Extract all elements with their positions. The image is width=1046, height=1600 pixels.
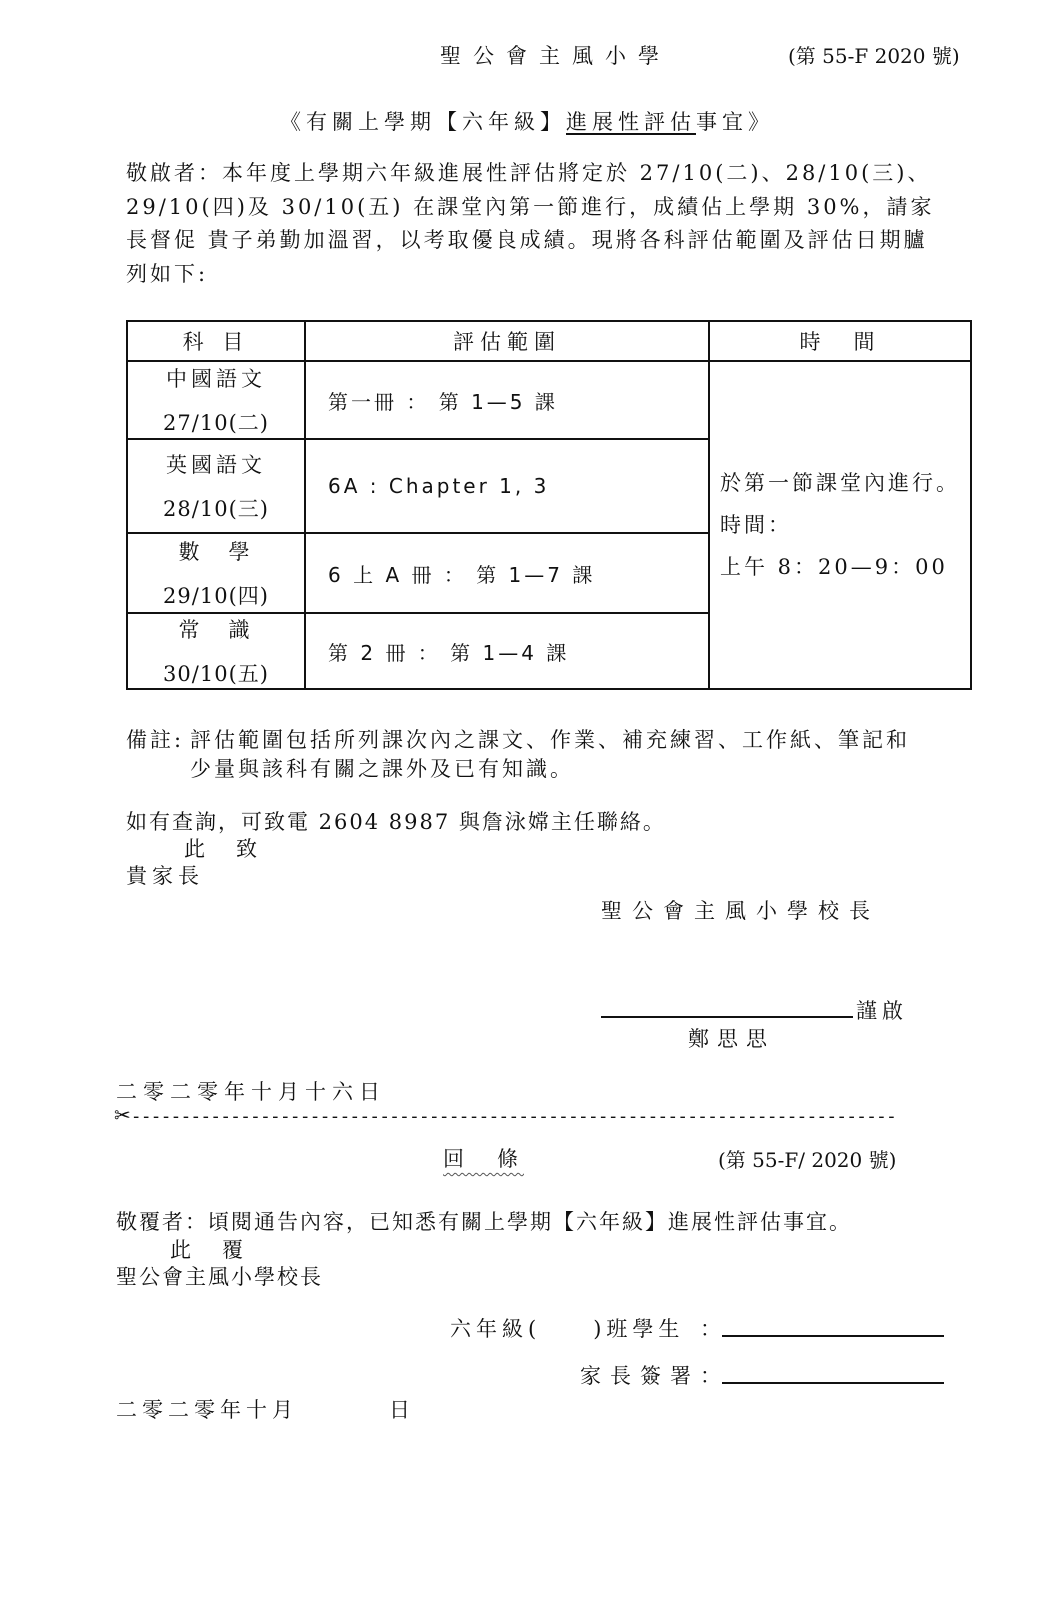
parent-colon: ： [700,1364,726,1388]
subject-name: 常 識 [178,618,254,642]
student-label-a: 六年級( [450,1317,542,1341]
parent-signature-field[interactable] [722,1382,944,1384]
subject-date: 30/10(五) [163,662,269,686]
header-range: 評估範圍 [305,321,709,361]
cut-dashes: ----------------------------------------------------------------------------- [130,1106,896,1127]
signature-line [601,1016,853,1018]
notice-reference-number: (第 55-F 2020 號) [788,44,960,68]
reply-date-day: 日 [389,1398,415,1422]
student-name-field[interactable] [722,1335,944,1337]
parent-signature-label: 家長簽署 [580,1364,700,1388]
title-suffix: 事宜》 [696,110,774,134]
subject-date: 28/10(三) [163,497,269,521]
notice-date: 二零二零年十月十六日 [116,1080,386,1104]
inquiry-text: 如有查詢，可致電 2604 8987 與詹泳嫦主任聯絡。 [126,810,666,834]
subject-date: 29/10(四) [163,584,269,608]
range-cell: 6A : Chapter 1, 3 [305,439,709,533]
remarks-line-1: 評估範圍包括所列課次內之課文、作業、補充練習、工作紙、筆記和 [190,728,910,752]
subject-cell [127,439,305,533]
ci-fu: 此 覆 [170,1238,248,1262]
remarks-label: 備註: [126,728,185,752]
reply-addressee: 聖公會主風小學校長 [116,1265,323,1289]
range-cell: 第 2 冊 ： 第 1—4 課 [305,613,709,689]
cut-line [114,1103,896,1127]
reply-title [443,1143,524,1173]
time-note-line: 上午 8：20—9：00 [720,555,948,579]
assessment-schedule-table [126,320,972,690]
notice-title [280,106,774,136]
header-time: 時 間 [709,321,971,361]
range-cell: 6 上 A 冊 ： 第 1—7 課 [305,533,709,613]
time-note-line: 於第一節課堂內進行。 [720,471,960,495]
jin-qi: 謹啟 [856,999,908,1023]
reply-date-prefix: 二零二零年十月 [116,1398,298,1422]
reply-statement: 敬覆者：頃閱通告內容，已知悉有關上學期【六年級】進展性評估事宜。 [116,1210,852,1234]
remarks-line-2: 少量與該科有關之課外及已有知識。 [190,757,574,781]
reply-reference-number: (第 55-F/ 2020 號) [718,1148,897,1172]
student-colon: ： [700,1317,726,1341]
reply-title-text: 回 條 [443,1147,524,1171]
time-cell [709,361,971,689]
table-header-row [127,321,971,361]
subject-name: 中國語文 [166,367,266,391]
title-prefix: 《有關上學期【六年級】 [280,110,566,134]
range-cell: 第一冊 ： 第 1—5 課 [305,361,709,439]
subject-cell [127,361,305,439]
subject-date: 27/10(二) [163,411,269,435]
subject-cell [127,613,305,689]
principal-name: 鄭思思 [688,1027,775,1051]
subject-name: 英國語文 [166,453,266,477]
table-row [127,361,971,439]
school-name-header: 聖公會主風小學 [440,44,671,68]
title-underlined: 進展性評估 [566,110,696,134]
subject-cell [127,533,305,613]
student-label-b: )班學生 [593,1317,685,1341]
signer-title: 聖公會主風小學校長 [601,899,880,923]
ci-zhi: 此 致 [184,837,262,861]
time-note-line: 時間： [720,513,792,537]
subject-name: 數 學 [178,540,254,564]
recipient: 貴家長 [126,864,204,888]
intro-paragraph: 敬啟者：本年度上學期六年級進展性評估將定於 27/10(二)、28/10(三)、29/10(四)及 30/10(五) 在課堂內第一節進行，成績佔上學期 30%，請家長督促 貴子弟勤加溫習，以考取優良成績。現將各科評估範圍及評估日期臚列如下: [126,161,935,286]
scissors-icon: ✂ [114,1103,131,1127]
header-subject: 科 目 [127,321,305,361]
student-class-label [450,1313,684,1343]
